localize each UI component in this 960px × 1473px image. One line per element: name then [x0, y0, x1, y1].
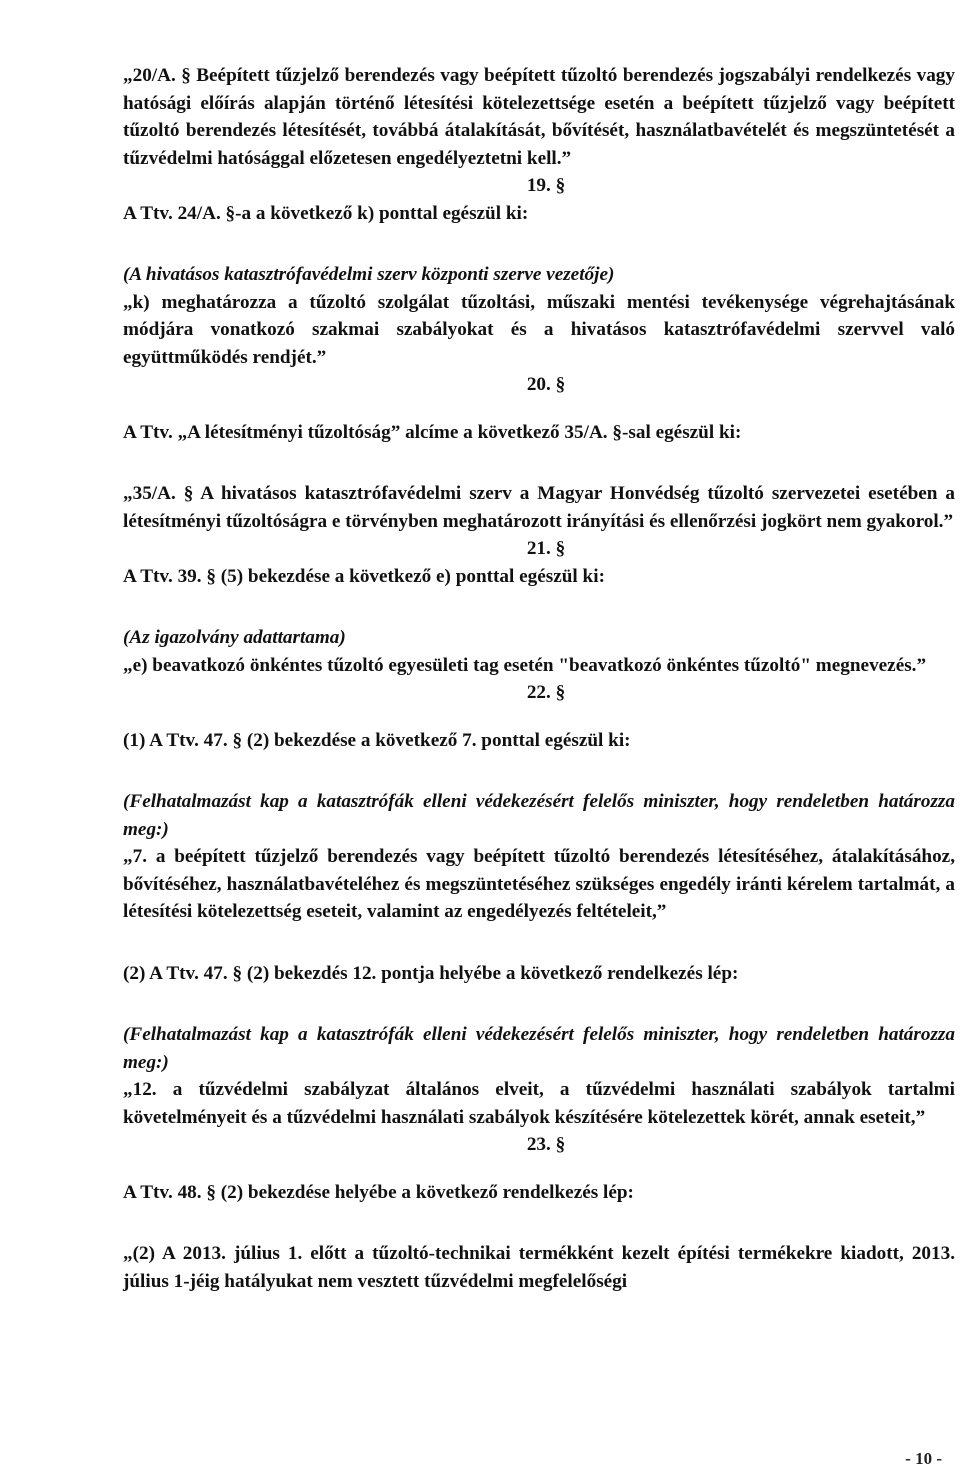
- amendment-block-39: [123, 624, 955, 679]
- paragraph-35a: [123, 480, 955, 535]
- amendment-block-47-7: [123, 788, 955, 926]
- paragraph-35a-prefix: „35/A. §: [123, 483, 194, 504]
- context-heading-47-7: (Felhatalmazást kap a katasztrófák elleni védekezésért felelős miniszter, hogy rendeletben határozza meg:): [123, 791, 955, 840]
- context-heading-24a: (A hivatásos katasztrófavédelmi szerv központi szerve vezetője): [123, 264, 615, 285]
- paragraph-48-2: „(2) A 2013. július 1. előtt a tűzoltó-technikai termékként kezelt építési termékekre kiadott, 2013. július 1-jéig hatályukat nem vesztett tűzvédelmi megfelelőségi: [123, 1243, 955, 1292]
- paragraph-35a-text: A hivatásos katasztrófavédelmi szerv a Magyar Honvédség tűzoltó szervezetei esetében a létesítményi tűzoltóságra e törvényben meghatározott irányítási és ellenőrzési jogkört nem gyakorol.”: [123, 483, 955, 532]
- paragraph-24a-intro: A Ttv. 24/A. §-a a következő k) ponttal egészül ki:: [123, 202, 529, 224]
- document-page: [123, 62, 955, 1295]
- paragraph-47-12: „12. a tűzvédelmi szabályzat általános elveit, a tűzvédelmi használati szabályok tartalmi követelményeit és a tűzvédelmi használati szabályok készítésére kötelezettek körét, annak eseteit,”: [123, 1079, 955, 1128]
- paragraph-47-2-intro: (2) A Ttv. 47. § (2) bekezdés 12. pontja helyébe a következő rendelkezés lép:: [123, 962, 739, 984]
- amendment-block-24a: [123, 261, 955, 371]
- section-heading-22: 22. §: [526, 682, 566, 703]
- paragraph-48-intro: A Ttv. 48. § (2) bekezdése helyébe a következő rendelkezés lép:: [123, 1181, 634, 1203]
- paragraph-39-e: „e) beavatkozó önkéntes tűzoltó egyesületi tag esetén "beavatkozó önkéntes tűzoltó" megnevezés.”: [123, 654, 927, 676]
- amendment-block-47-12: [123, 1021, 955, 1131]
- paragraph-35a-intro: A Ttv. „A létesítményi tűzoltóság” alcíme a következő 35/A. §-sal egészül ki:: [123, 421, 742, 443]
- context-heading-39: (Az igazolvány adattartama): [123, 627, 346, 648]
- context-heading-47-12: (Felhatalmazást kap a katasztrófák elleni védekezésért felelős miniszter, hogy rendeletben határozza meg:): [123, 1024, 955, 1073]
- section-heading-21: 21. §: [526, 538, 566, 559]
- paragraph-39-intro: A Ttv. 39. § (5) bekezdése a következő e) ponttal egészül ki:: [123, 565, 605, 587]
- paragraph-24a-k: „k) meghatározza a tűzoltó szolgálat tűzoltási, műszaki mentési tevékenysége végrehajtásának módjára vonatkozó szakmai szabályokat és a hivatásos katasztrófavédelmi szervvel való együttműködés rendjét.”: [123, 291, 955, 368]
- section-heading-23: 23. §: [526, 1134, 566, 1155]
- paragraph-47-7: „7. a beépített tűzjelző berendezés vagy beépített tűzoltó berendezés létesítéséhez, átalakításához, bővítéséhez, használatbavételéhez és megszüntetéséhez szükséges engedély iránti kérelem tartalmát, a létesítési kötelezettség eseteit, valamint az engedélyezés feltételeit,”: [123, 846, 955, 922]
- paragraph-47-1-intro: (1) A Ttv. 47. § (2) bekezdése a következő 7. ponttal egészül ki:: [123, 729, 631, 751]
- page-number: - 10 -: [905, 1449, 942, 1468]
- section-heading-19: 19. §: [526, 175, 566, 196]
- paragraph-20a: „20/A. § Beépített tűzjelző berendezés vagy beépített tűzoltó berendezés jogszabályi rendelkezés vagy hatósági előírás alapján történő létesítési kötelezettsége esetén a beépített tűzjelző vagy beépített tűzoltó berendezés létesítését, továbbá átalakítását, bővítését, használatbavételét és megszüntetését a tűzvédelmi hatósággal előzetesen engedélyeztetni kell.”: [123, 65, 955, 169]
- section-heading-20: 20. §: [526, 374, 566, 395]
